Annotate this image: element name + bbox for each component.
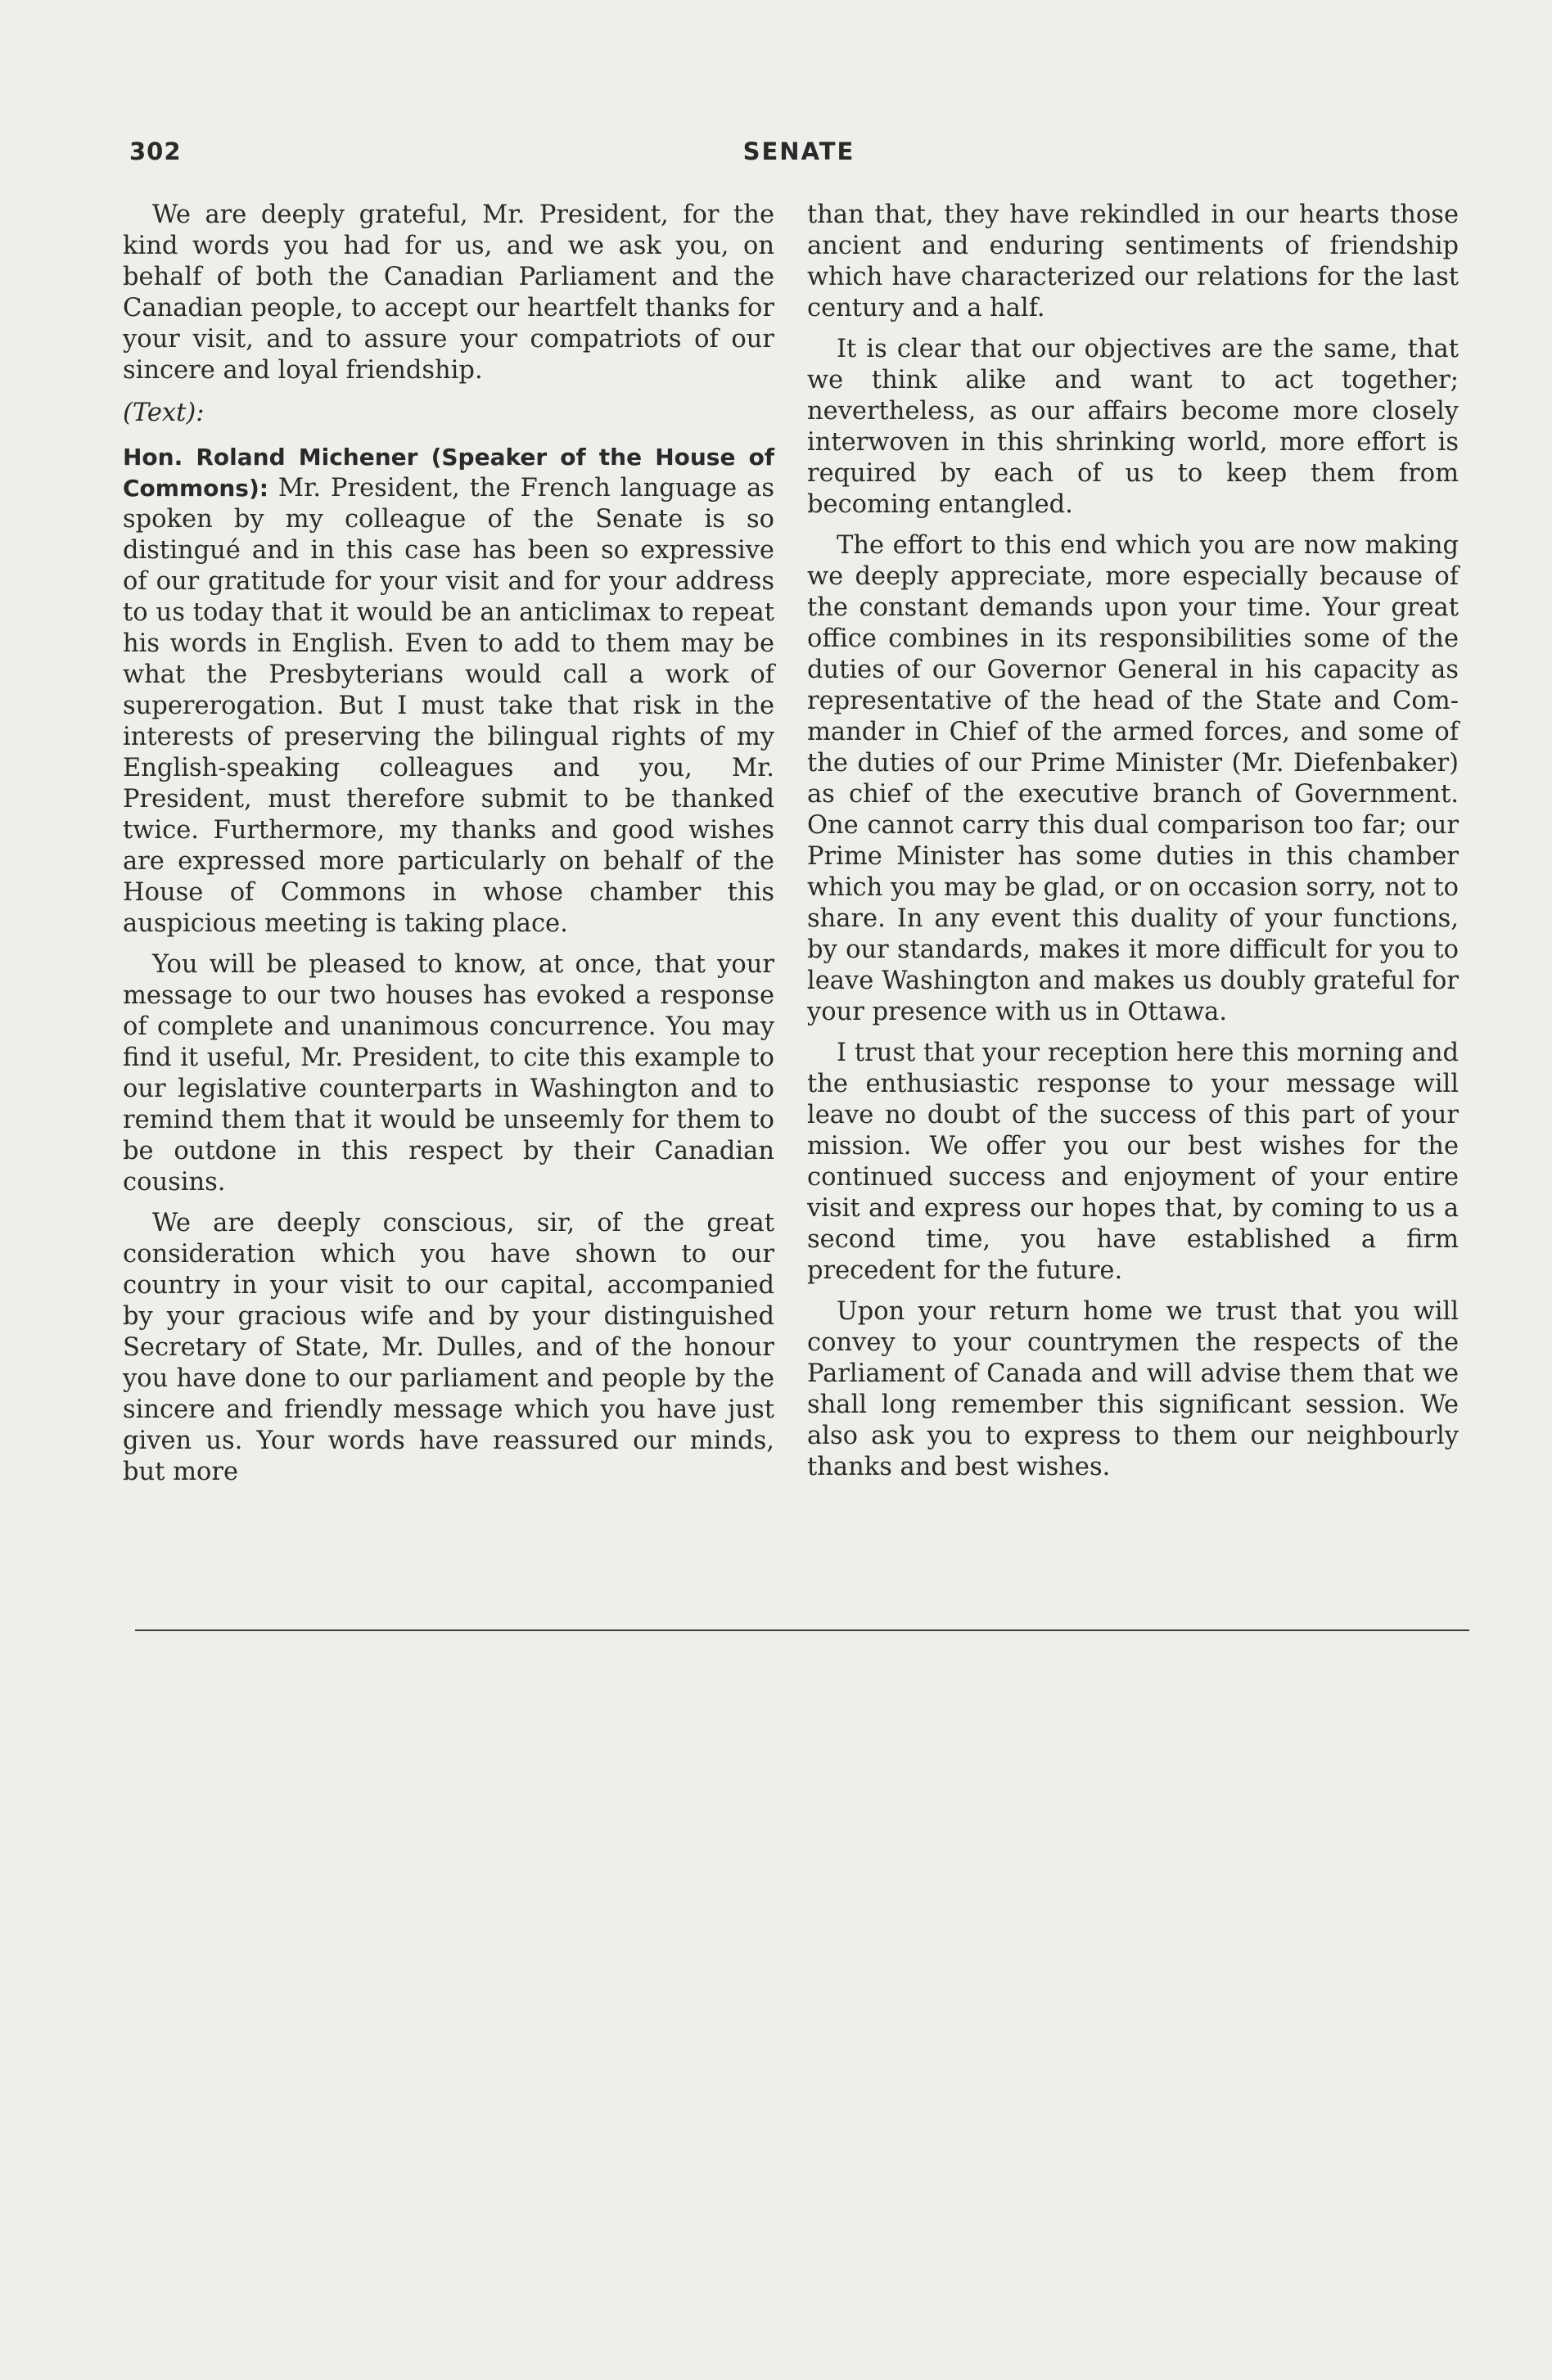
left-paragraph-2-body: Mr. President, the French language as spoken by my colleague of the Senate is so distingué and in this case has been so expressive of our gratitude for your visit and for your address to us today that it would be an anticlimax to repeat his words in English. Even to add to them may be what the Presbyterians would call a work of supererogation. But I must take that risk in the interests of preserving the bilingual rights of my English-speaking colleagues and you, Mr. President, must therefore submit to be thanked twice. Furthermore, my thanks and good wishes are expressed more particularly on behalf of the House of Commons in whose chamber this auspicious meeting is taking place. [123,474,774,938]
running-head: SENATE [742,137,855,165]
page-header [129,137,1469,170]
left-paragraph-4: We are deeply conscious, sir, of the great consideration which you have shown to our country in your visit to our capital, accompanied by your gracious wife and by your distinguished Secretary of State, Mr. Dulles, and of the honour you have done to our parliament and people by the sincere and friendly message which you have just given us. Your words have reassured our minds, but more [123,1209,774,1486]
bottom-rule-left [135,1629,887,1631]
page-number: 302 [129,137,182,165]
left-paragraph-1: We are deeply grateful, Mr. President, for the kind words you had for us, and we ask you, on behalf of both the Canadian Parliament and the Canadian people, to accept our heartfelt thanks for your visit, and to assure your compatriots of our sincere and loyal friendship. [123,201,774,385]
right-paragraph-2: It is clear that our objectives are the same, that we think alike and want to act together; nevertheless, as our affairs become more closely interwoven in this shrinking world, more effort is required by each of us to keep them from becoming entangled. [807,335,1459,519]
right-paragraph-4: I trust that your reception here this morning and the enthusiastic response to your message will leave no doubt of the success of this part of your mission. We offer you our best wishes for the continued success and enjoyment of your entire visit and express our hopes that, by coming to us a second time, you have established a firm precedent for the future. [807,1039,1459,1285]
speaker-name: Hon. Roland Michener (Speaker of the House of Commons): [123,444,774,502]
left-paragraph-3: You will be pleased to know, at once, that your message to our two houses has evoked a response of complete and unanimous concurrence. You may find it useful, Mr. President, to cite this example to our legislative counterparts in Washington and to remind them that it would be unseemly for them to be outdone in this respect by their Canadian cousins. [123,950,774,1197]
right-paragraph-5: Upon your return home we trust that you will convey to your countrymen the respects of the Parliament of Canada and will advise them that we shall long remember this significant session. We also ask you to express to them our neighbourly thanks and best wishes. [807,1297,1459,1481]
left-column [123,200,774,1488]
text-label: (Text): [123,399,205,427]
right-column [807,200,1459,1483]
right-paragraph-3: The effort to this end which you are now making we deeply appreciate, more especially because of the constant demands upon your time. Your great office combines in its responsibilities some of the duties of our Governor General in his capacity as representative of the head of the State and Commander in Chief of the armed forces, and some of the duties of our Prime Minister (Mr. Diefenbaker) as chief of the executive branch of Government. One cannot carry this dual comparison too far; our Prime Minister has some duties in this chamber which you may be glad, or on occasion sorry, not to share. In any event this duality of your functions, by our standards, makes it more difficult for you to leave Washington and makes us doubly grateful for your presence with us in Ottawa. [807,531,1459,1026]
bottom-rule-right [887,1629,1469,1631]
left-paragraph-2 [123,442,774,940]
right-paragraph-1: than that, they have rekindled in our hearts those ancient and enduring sentiments of friendship which have characterized our relations for the last century and a half. [807,201,1459,322]
